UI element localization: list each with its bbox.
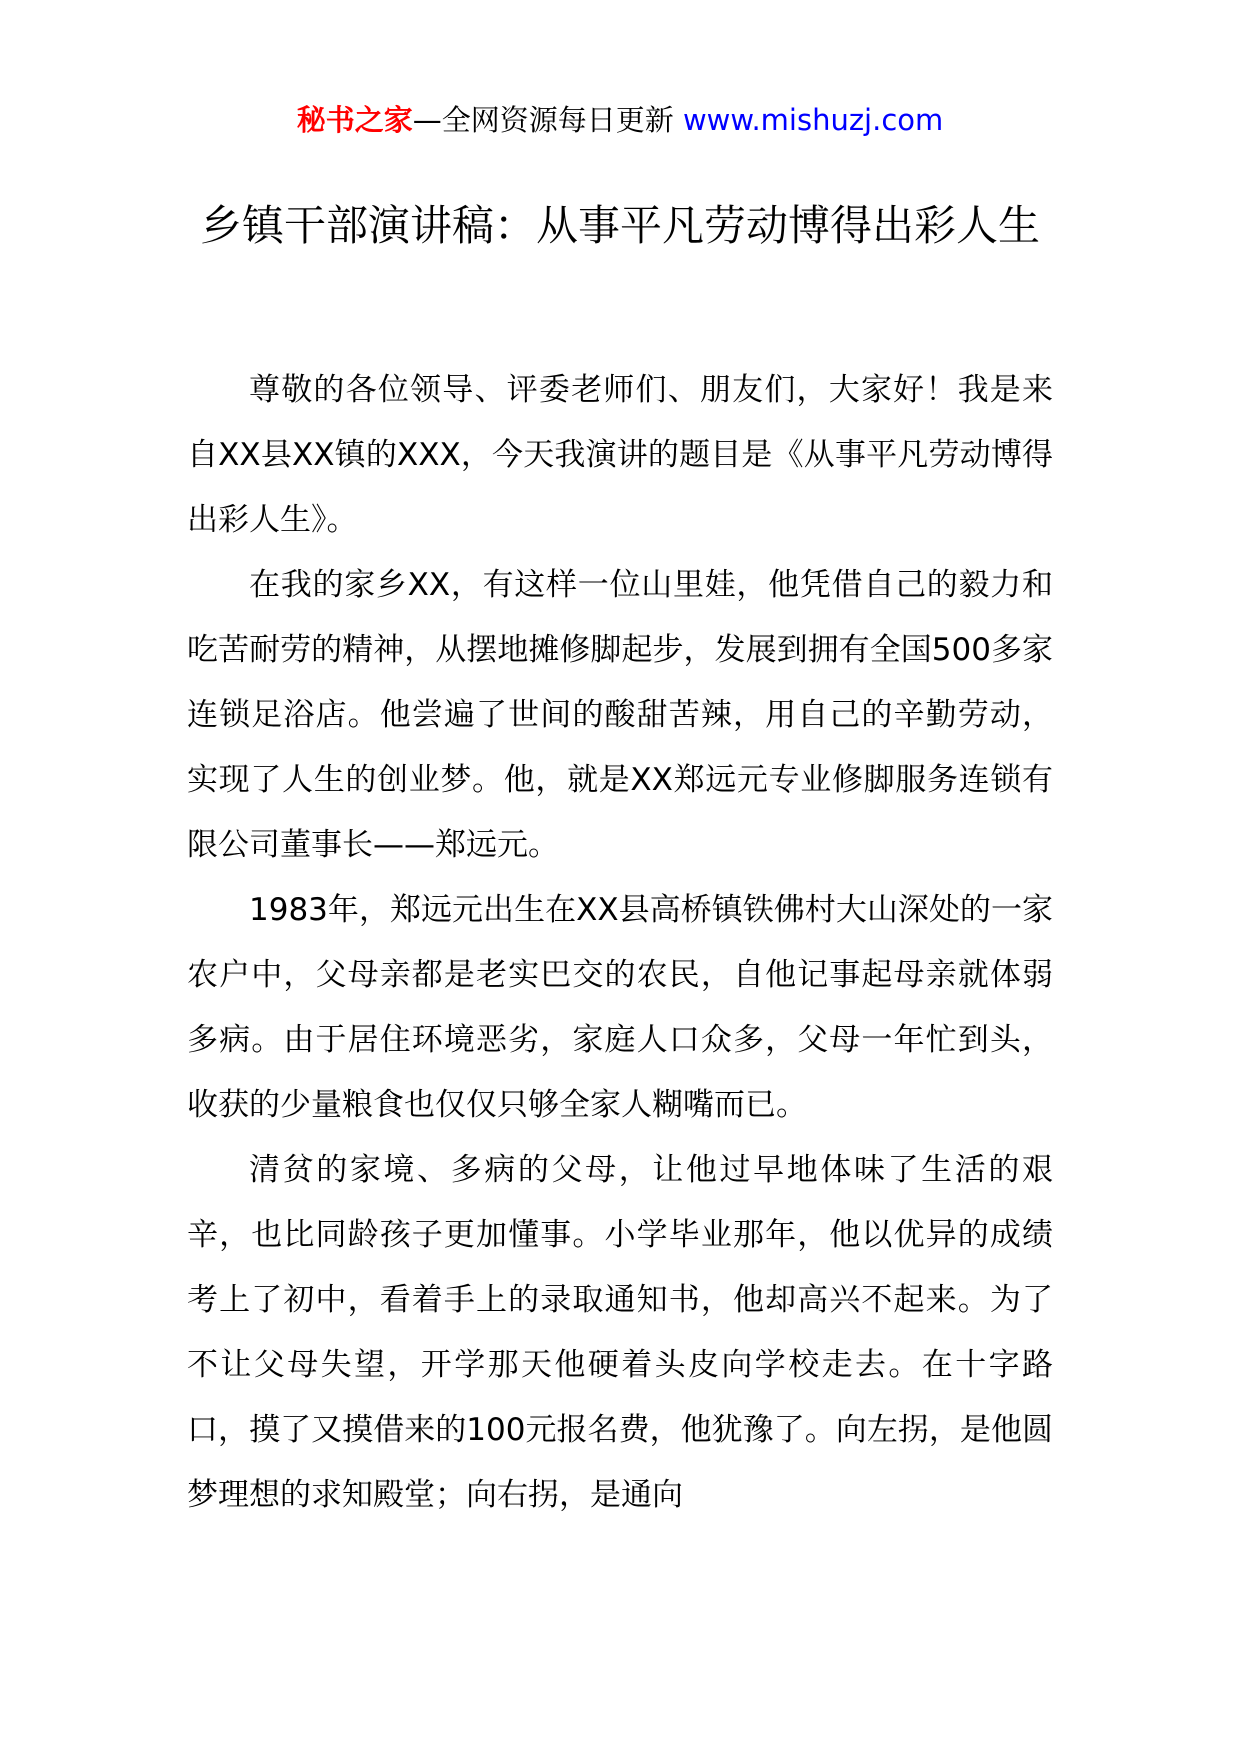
paragraph: 1983年，郑远元出生在XX县高桥镇铁佛村大山深处的一家农户中，父母亲都是老实巴交的农民，自他记事起母亲就体弱多病。由于居住环境恶劣，家庭人口众多，父母一年忙到头，收获的少量粮食也仅仅只够全家人糊嘴而已。 — [187, 892, 1053, 1123]
paragraph: 尊敬的各位领导、评委老师们、朋友们，大家好！我是来自XX县XX镇的XXX，今天我演讲的题目是《从事平凡劳动博得出彩人生》。 — [187, 372, 1053, 538]
document-body — [187, 358, 1053, 1528]
paragraph: 在我的家乡XX，有这样一位山里娃，他凭借自己的毅力和吃苦耐劳的精神，从摆地摊修脚起步，发展到拥有全国500多家连锁足浴店。他尝遍了世间的酸甜苦辣，用自己的辛勤劳动，实现了人生的创业梦。他，就是XX郑远元专业修脚服务连锁有限公司董事长——郑远元。 — [187, 567, 1053, 863]
paragraph: 清贫的家境、多病的父母，让他过早地体味了生活的艰辛，也比同龄孩子更加懂事。小学毕业那年，他以优异的成绩考上了初中，看着手上的录取通知书，他却高兴不起来。为了不让父母失望，开学那天他硬着头皮向学校走去。在十字路口，摸了又摸借来的100元报名费，他犹豫了。向左拐，是他圆梦理想的求知殿堂；向右拐，是通向 — [187, 1152, 1053, 1513]
document-title: 乡镇干部演讲稿：从事平凡劳动博得出彩人生 — [199, 201, 1040, 250]
site-url-link[interactable]: www.mishuzj.com — [682, 103, 944, 137]
brand-name: 秘书之家 — [296, 103, 413, 137]
header-tagline: —全网资源每日更新 — [412, 103, 683, 137]
site-header — [0, 100, 1240, 140]
